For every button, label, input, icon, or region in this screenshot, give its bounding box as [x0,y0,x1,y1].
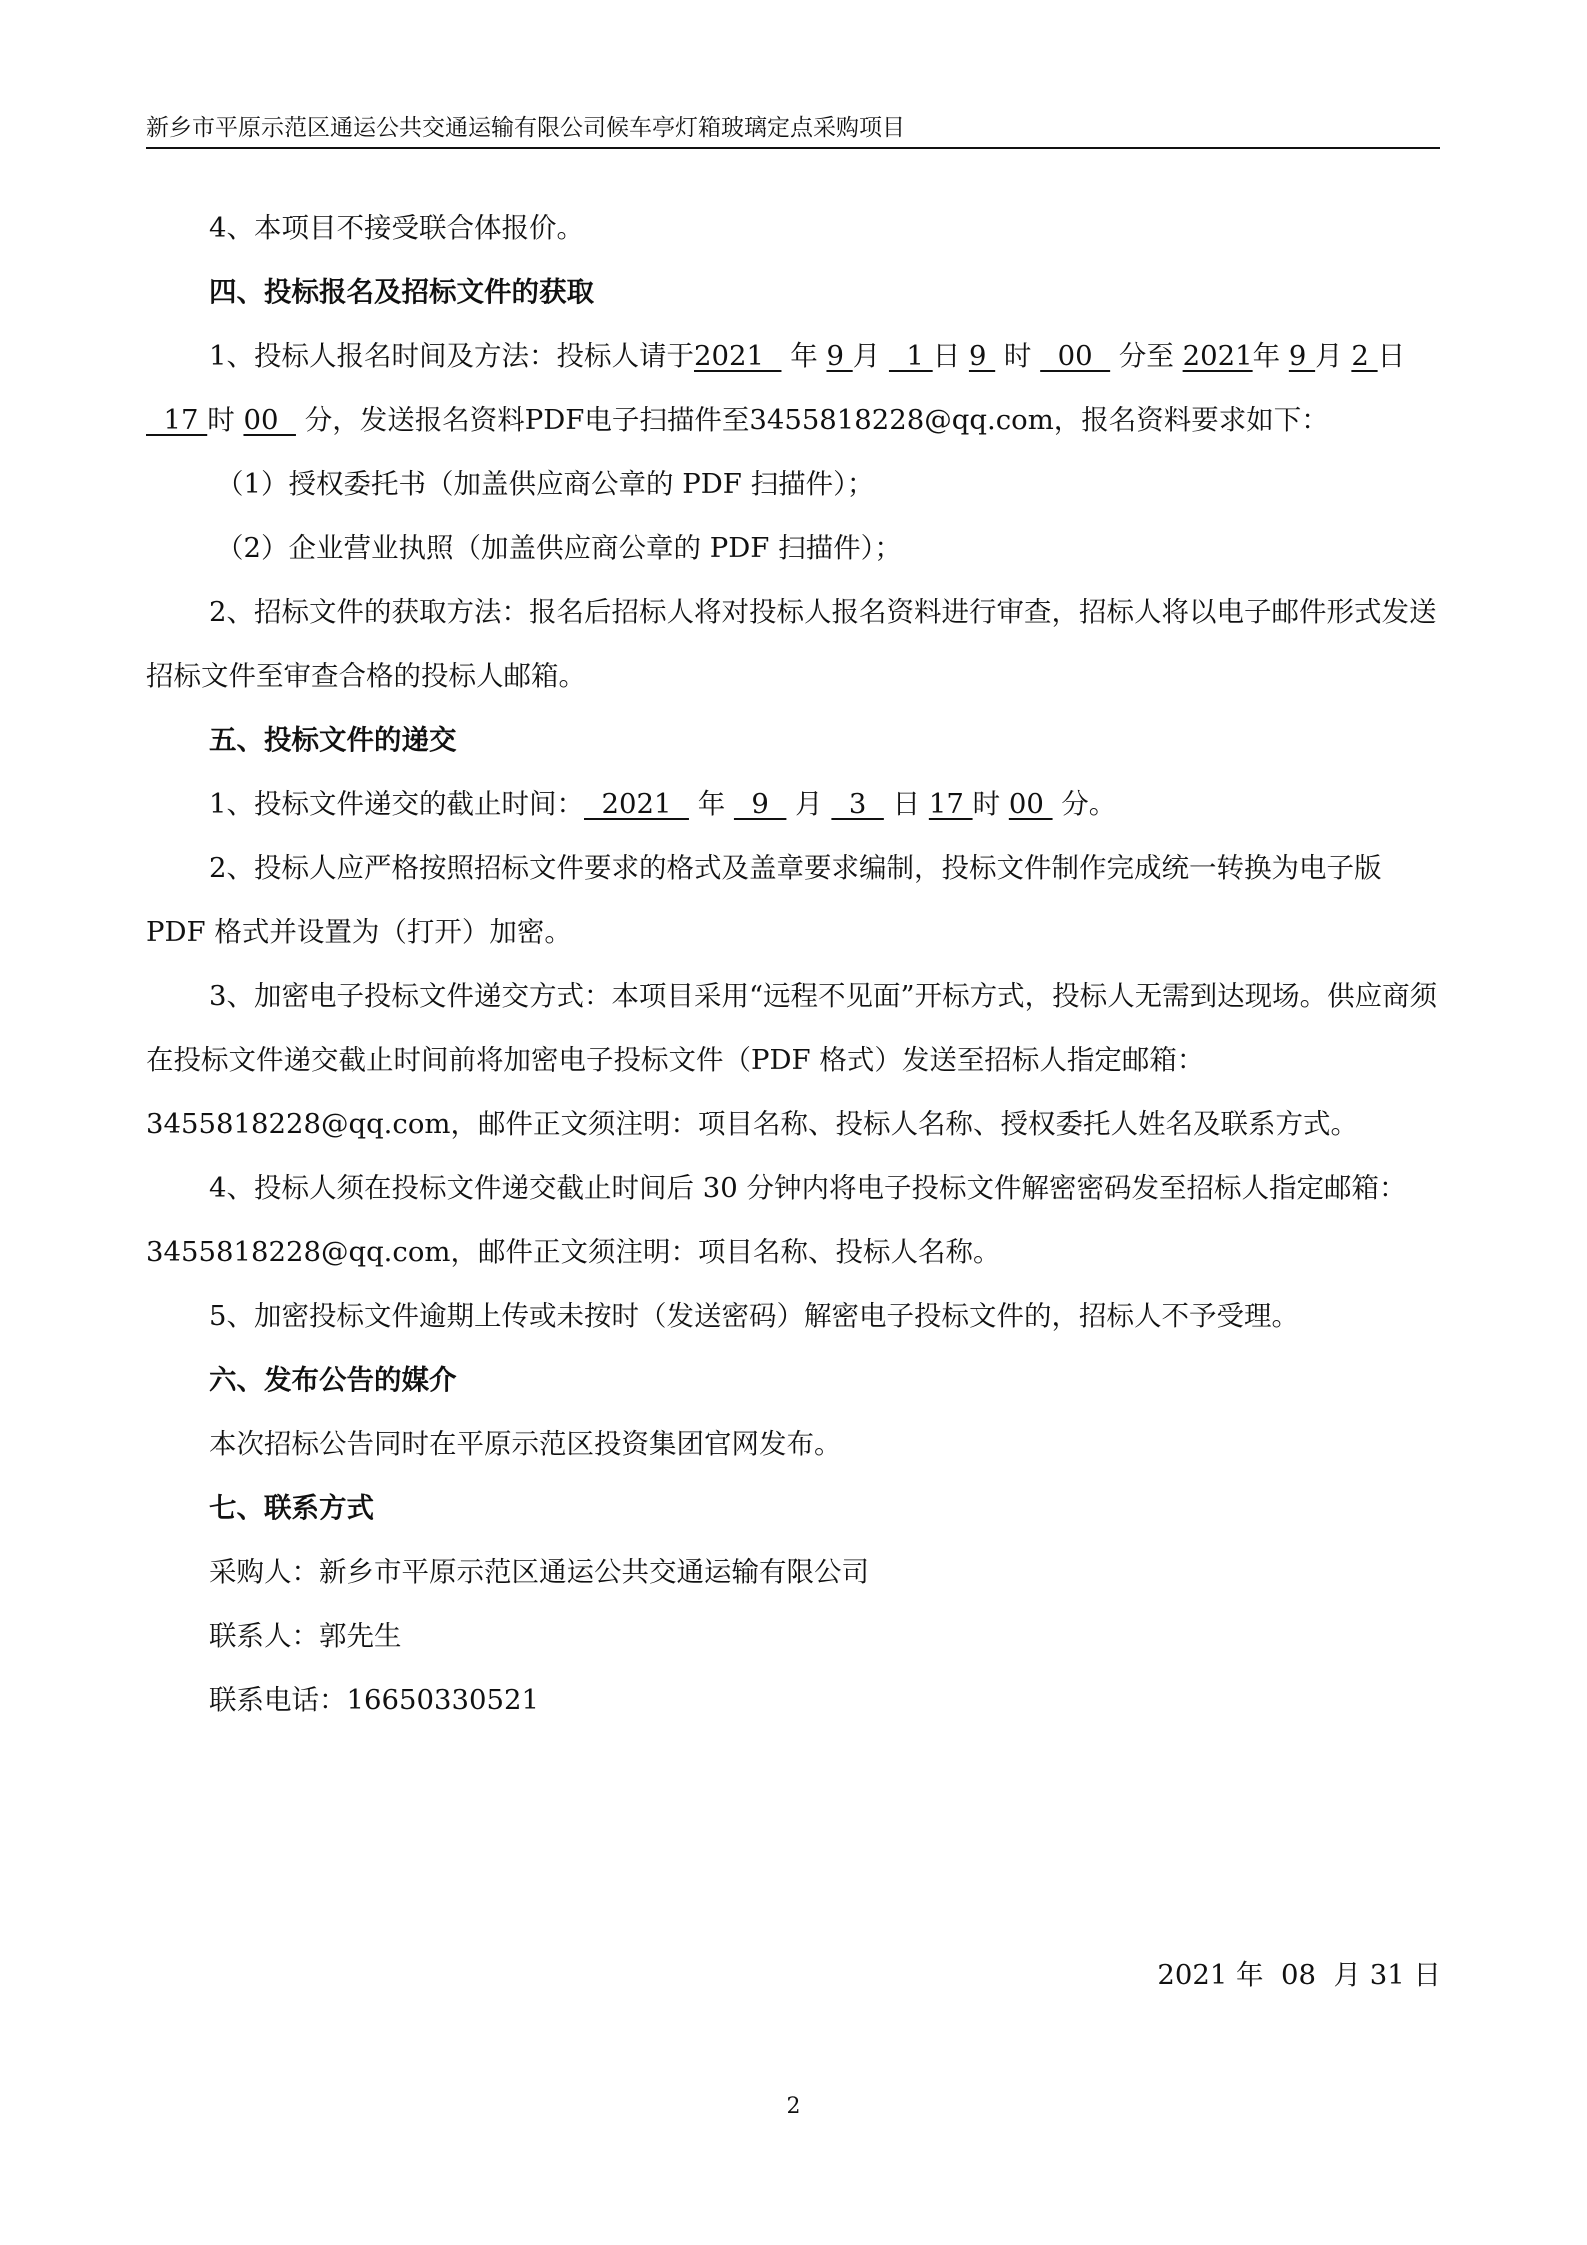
text-segment: 时 [207,404,244,436]
deadline-year: 2021 [584,788,689,820]
deadline-hour: 17 [928,788,973,820]
paragraph-format-requirements: 2、投标人应严格按照招标文件要求的格式及盖章要求编制，投标文件制作完成统一转换为电子版 PDF 格式并设置为（打开）加密。 [146,852,1382,948]
paragraph-no-consortium: 4、本项目不接受联合体报价。 [209,212,584,244]
header-divider [146,147,1440,149]
section-4-heading: 四、投标报名及招标文件的获取 [209,276,594,308]
registration-start-day: 1 [888,340,933,372]
contact-buyer: 采购人：新乡市平原示范区通运公共交通运输有限公司 [209,1556,869,1588]
text-segment: 时 [972,788,1009,820]
contact-person: 联系人：郭先生 [209,1620,402,1652]
paragraph-late-rejection: 5、加密投标文件逾期上传或未按时（发送密码）解密电子投标文件的，招标人不予受理。 [209,1300,1299,1332]
text-segment: 时 [995,340,1041,372]
registration-end-month: 9 [1288,340,1316,372]
section-5-heading: 五、投标文件的递交 [209,724,457,756]
document-body [146,196,1440,1732]
registration-start-month: 9 [826,340,853,372]
registration-start-year: 2021 [694,340,782,372]
document-date: 2021 年 08 月 31 日 [1157,1959,1441,1991]
paragraph-registration-time [146,324,1440,452]
requirement-business-license: （2）企业营业执照（加盖供应商公章的 PDF 扫描件）； [216,532,902,564]
paragraph-submission-deadline [146,772,1440,836]
text-segment: 日 [1377,340,1406,372]
registration-start-hour: 9 [968,340,996,372]
paragraph-document-acquisition: 2、招标文件的获取方法：报名后招标人将对投标人报名资料进行审查，招标人将以电子邮件形式发送招标文件至审查合格的投标人邮箱。 [146,596,1437,692]
text-segment: 日 [932,340,969,372]
section-6-heading: 六、发布公告的媒介 [209,1364,457,1396]
registration-end-year: 2021 [1182,340,1253,372]
deadline-month: 9 [733,788,787,820]
text-segment: 年 [781,340,827,372]
text-segment: 月 [1315,340,1352,372]
requirement-authorization: （1）授权委托书（加盖供应商公章的 PDF 扫描件）； [216,468,875,500]
text-segment: 分。 [1052,788,1117,820]
deadline-minute: 00 [1008,788,1053,820]
paragraph-publication-media: 本次招标公告同时在平原示范区投资集团官网发布。 [209,1428,842,1460]
registration-end-minute: 00 [243,404,296,436]
deadline-day: 3 [831,788,884,820]
text-segment: 月 [852,340,889,372]
paragraph-submission-method: 3、加密电子投标文件递交方式：本项目采用“远程不见面”开标方式，投标人无需到达现场。供应商须在投标文件递交截止时间前将加密电子投标文件（PDF 格式）发送至招标人指定邮箱：3455818228@qq.com，邮件正文须注明：项目名称、投标人名称、授权委托人姓名及联系方式。 [146,980,1438,1140]
text-segment: 年 [688,788,734,820]
text-segment: 1、投标人报名时间及方法：投标人请于 [209,340,694,372]
contact-phone: 联系电话：16650330521 [209,1684,539,1716]
text-segment: 月 [786,788,832,820]
header-title: 新乡市平原示范区通运公共交通运输有限公司候车亭灯箱玻璃定点采购项目 [146,115,905,141]
paragraph-decryption-password: 4、投标人须在投标文件递交截止时间后 30 分钟内将电子投标文件解密密码发至招标人指定邮箱：3455818228@qq.com，邮件正文须注明：项目名称、投标人名称。 [146,1172,1407,1268]
text-segment: 分，发送报名资料PDF电子扫描件至3455818228@qq.com，报名资料要求如下： [295,404,1329,436]
section-7-heading: 七、联系方式 [209,1492,374,1524]
registration-end-hour: 17 [146,404,208,436]
text-segment: 分至 [1110,340,1183,372]
text-segment: 日 [883,788,929,820]
registration-start-minute: 00 [1040,340,1111,372]
registration-end-day: 2 [1351,340,1378,372]
page-number: 2 [786,2094,801,2119]
text-segment: 年 [1252,340,1289,372]
text-segment: 1、投标文件递交的截止时间： [209,788,584,820]
